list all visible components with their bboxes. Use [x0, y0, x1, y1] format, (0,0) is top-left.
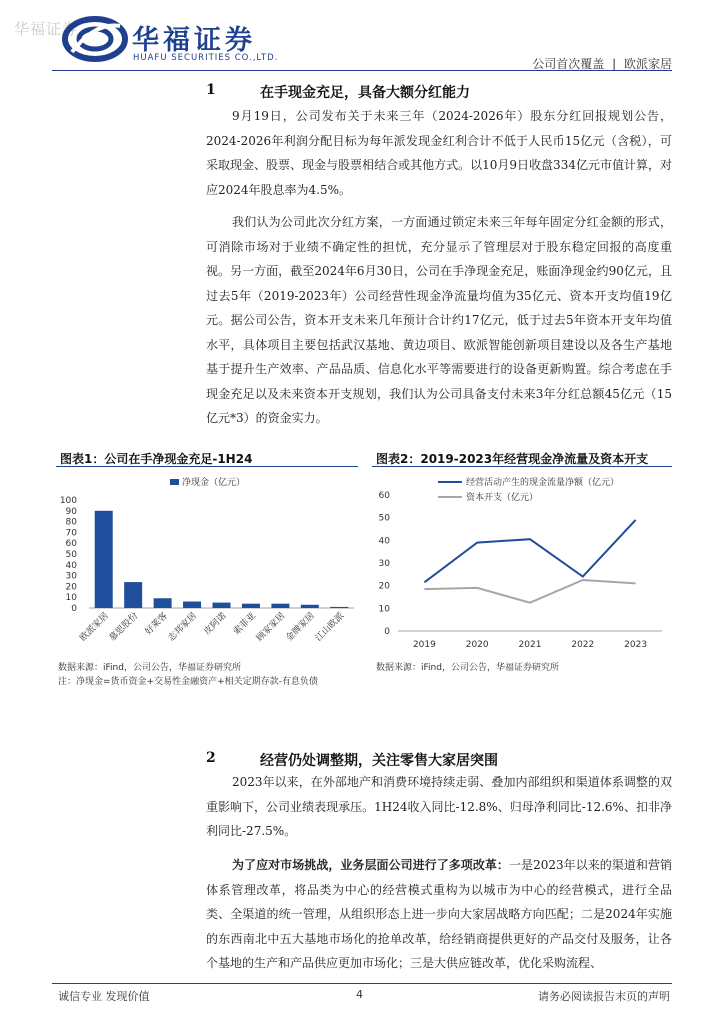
y-tick-label: 20 — [65, 582, 77, 593]
y-tick-label: 40 — [65, 560, 77, 571]
page-number: 4 — [356, 988, 363, 1001]
paragraph-body: 一是2023年以来的渠道和营销体系管理改革，将品类为中心的经营模式重构为以城市为中心的经营模式，进行全品类、全渠道的统一管理，从组织形态上进一步向大家居战略方向匹配；二是2024年实施的东西南北中五大基地市场化的抢单改革，给经销商提供更好的产品交付及服务，让各个基地的生产和产品供应更加市场化；三是大供应链改革，优化采购流程、 — [206, 858, 672, 970]
footer-disclaimer: 请务必阅读报告末页的声明 — [538, 990, 670, 1003]
y-tick-label: 100 — [59, 496, 77, 506]
y-tick-label: 90 — [65, 506, 77, 517]
section-number: 2 — [206, 750, 216, 766]
series-line — [424, 520, 635, 582]
header-rule — [52, 70, 672, 71]
paragraph — [206, 853, 672, 976]
figure-title: 图表2：2019-2023年经营现金净流量及资本开支 — [376, 452, 649, 466]
y-tick-label: 40 — [378, 536, 390, 547]
logo-english-text: HUAFU SECURITIES CO.,LTD. — [133, 53, 279, 63]
legend-label: 资本开支（亿元） — [466, 493, 539, 503]
section-title: 在手现金充足，具备大额分红能力 — [260, 85, 470, 101]
bar — [95, 511, 113, 608]
legend-label: 净现金（亿元） — [182, 478, 246, 488]
bar — [330, 607, 348, 608]
y-tick-label: 70 — [65, 528, 77, 539]
y-tick-label: 60 — [378, 491, 390, 501]
paragraph-lead: 为了应对市场挑战，业务层面公司进行了多项改革： — [232, 858, 509, 872]
x-tick-label: 2020 — [465, 640, 489, 650]
report-type: 公司首次覆盖 — [532, 57, 605, 71]
x-tick-label: 2019 — [412, 640, 436, 650]
cashflow-capex-line-chart — [372, 470, 672, 656]
x-tick-label: 索菲亚 — [231, 611, 259, 638]
x-tick-label: 金牌家居 — [284, 611, 317, 644]
x-tick-label: 2023 — [624, 640, 648, 650]
figure-rule — [372, 466, 672, 467]
x-tick-label: 志邦家居 — [166, 611, 200, 644]
bar — [271, 604, 289, 608]
watermark: 华福证券 — [14, 20, 79, 38]
y-tick-label: 30 — [378, 559, 390, 569]
figure-rule — [56, 466, 358, 467]
bar — [301, 605, 319, 608]
legend-label: 经营活动产生的现金流量净额（亿元） — [466, 478, 620, 488]
paragraph: 9月19日，公司发布关于未来三年（2024-2026年）股东分红回报规划公告，2024-2026年利润分配目标为每年派发现金红利合计不低于人民币15亿元（含税），可采取现金、股票、现金与股票相结合或其他方式。以10月9日收盘334亿元市值计算，对应2024年股息率为4.5%。 — [206, 109, 672, 197]
x-tick-label: 顾家家居 — [254, 611, 288, 644]
bar — [154, 598, 172, 608]
figure-title: 图表1：公司在手净现金充足-1H24 — [60, 452, 253, 466]
logo-text: 华福证券 — [132, 25, 256, 56]
bar — [124, 582, 142, 608]
y-tick-label: 50 — [378, 513, 390, 524]
footer-slogan: 诚信专业 发现价值 — [58, 990, 150, 1003]
y-tick-label: 0 — [384, 627, 390, 637]
y-tick-label: 20 — [378, 581, 390, 592]
x-tick-label: 慕思股份 — [107, 611, 141, 644]
y-tick-label: 10 — [378, 604, 390, 615]
x-tick-label: 好莱客 — [143, 611, 170, 638]
y-tick-label: 50 — [65, 550, 77, 560]
x-tick-label: 2021 — [518, 640, 542, 650]
section-number: 1 — [206, 82, 216, 98]
y-tick-label: 30 — [65, 571, 77, 582]
figure-source: 数据来源：iFind，公司公告，华福证券研究所 — [376, 663, 559, 673]
company-name: 欧派家居 — [623, 57, 672, 71]
net-cash-bar-chart — [56, 470, 358, 656]
paragraph: 2023年以来，在外部地产和消费环境持续走弱、叠加内部组织和渠道体系调整的双重影响下，公司业绩表现承压。1H24收入同比-12.8%、归母净利同比-12.6%、扣非净利同比-27.5%。 — [206, 775, 672, 838]
x-tick-label: 江山欧派 — [313, 611, 347, 644]
footer-rule — [52, 983, 672, 984]
bar — [213, 603, 231, 608]
x-tick-label: 欧派家居 — [78, 611, 111, 644]
bar — [242, 604, 260, 608]
series-line — [424, 580, 635, 603]
y-tick-label: 0 — [71, 604, 77, 614]
legend-swatch — [170, 479, 179, 485]
section-title: 经营仍处调整期，关注零售大家居突围 — [260, 753, 498, 769]
y-tick-label: 80 — [65, 517, 77, 528]
y-tick-label: 10 — [65, 593, 77, 604]
paragraph: 我们认为公司此次分红方案，一方面通过锁定未来三年每年固定分红金额的形式，可消除市场对于业绩不确定性的担忧，充分显示了管理层对于股东稳定回报的高度重视。另一方面，截至2024年6月30日，公司在手净现金充足，账面净现金约90亿元，且过去5年（2019-2023年）公司经营性现金净流量均值为35亿元、资本开支均值19亿元。据公司公告，资本开支未来几年预计合计约17亿元，低于过去5年资本开支年均值水平，具体项目主要包括武汉基地、黄边项目、欧派智能创新项目建设以及各生产基地基于提升生产效率、产品品质、信息化水平等需要进行的设备更新购置。综合考虑在手现金充足以及未来资本开支规划，我们认为公司具备支付未来3年分红总额45亿元（15亿元*3）的资金实力。 — [206, 215, 672, 425]
figure-note: 注：净现金=货币资金+交易性金融资产+相关定期存款-有息负债 — [58, 677, 318, 687]
company-logo-icon — [62, 14, 128, 64]
header-separator: | — [612, 57, 617, 71]
bar — [183, 602, 201, 608]
x-tick-label: 皮阿诺 — [202, 611, 229, 638]
x-tick-label: 2022 — [571, 640, 595, 650]
figure-source: 数据来源：iFind，公司公告，华福证券研究所 — [58, 663, 241, 673]
y-tick-label: 60 — [65, 539, 77, 550]
